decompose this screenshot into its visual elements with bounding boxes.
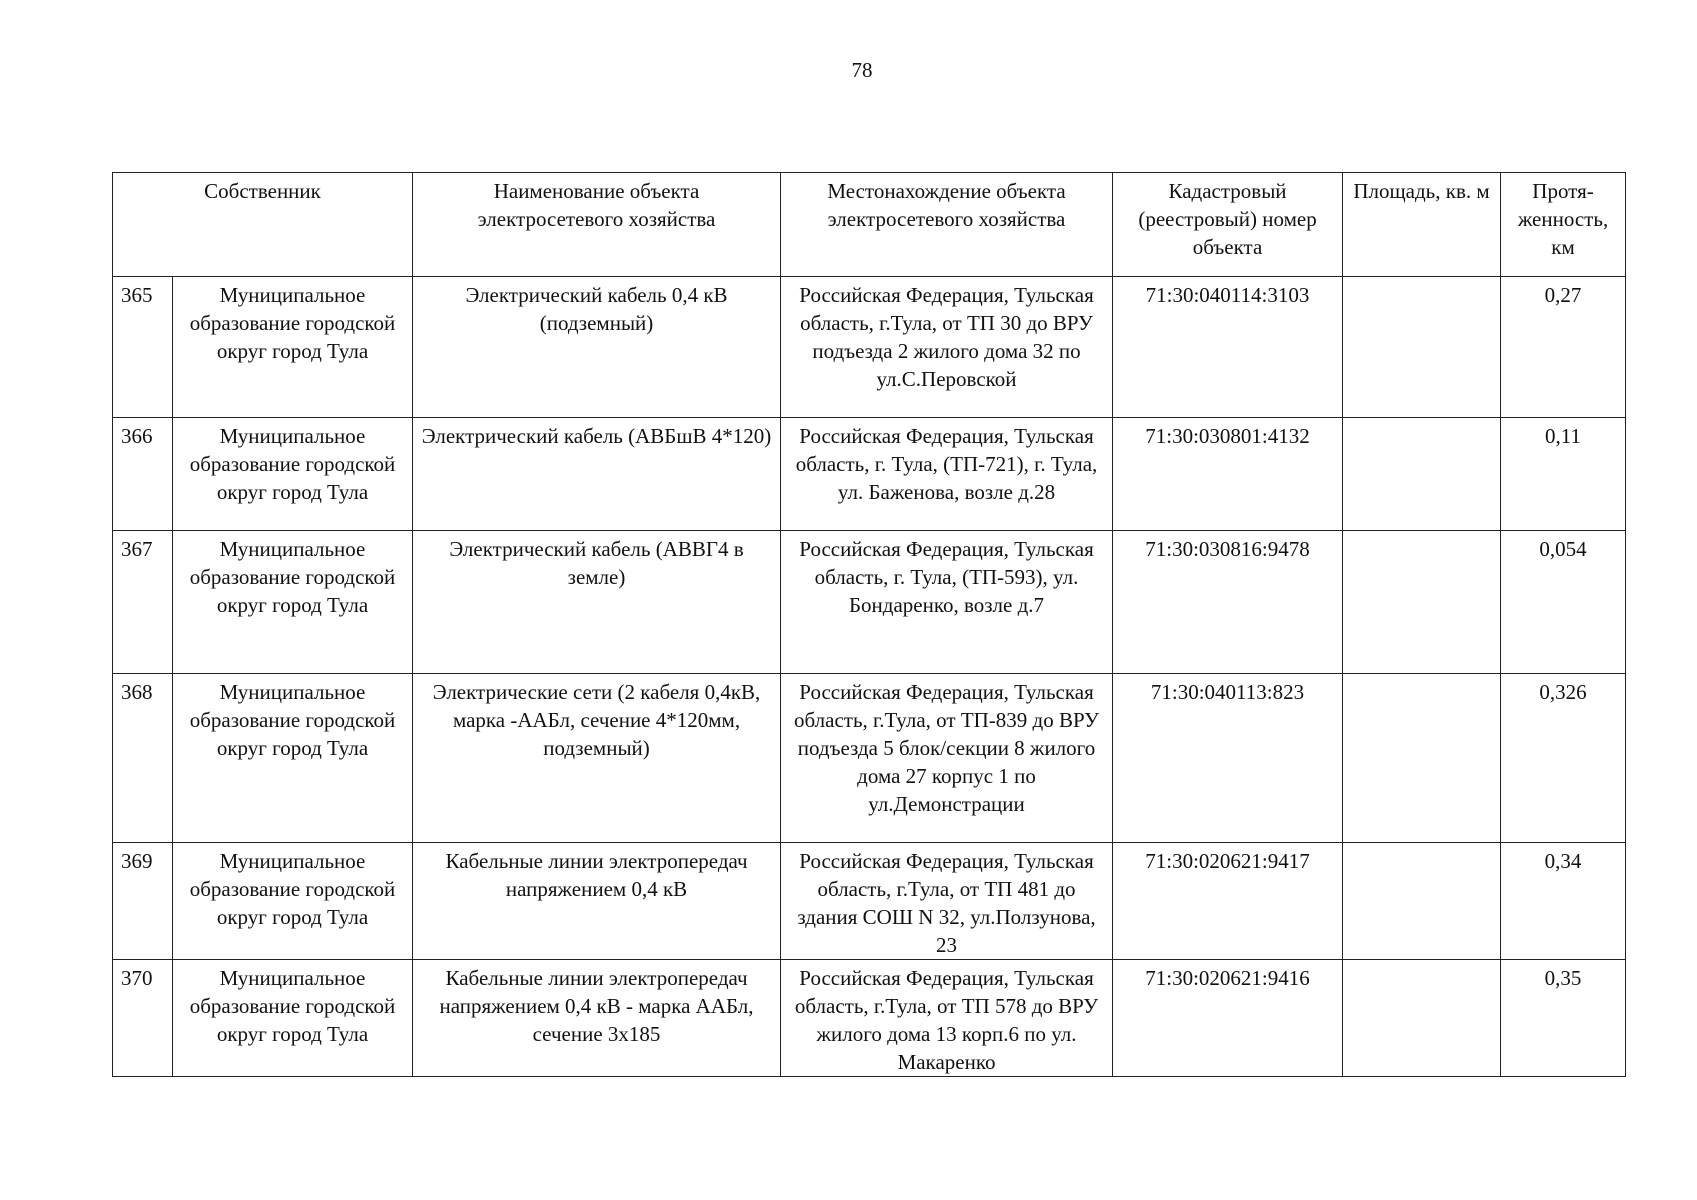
row-number: 370: [113, 960, 173, 1077]
owner-cell: Муниципальное образование городской округ город Тула: [173, 960, 413, 1077]
page-number: 78: [851, 58, 873, 82]
cadastral-cell: 71:30:020621:9416: [1113, 960, 1343, 1077]
cadastral-cell: 71:30:040114:3103: [1113, 277, 1343, 418]
area-cell: [1343, 960, 1501, 1077]
header-name: Наименование объекта электросетевого хозяйства: [413, 173, 781, 277]
name-cell: Электрические сети (2 кабеля 0,4кВ, марка -ААБл, сечение 4*120мм, подземный): [413, 674, 781, 843]
row-number: 368: [113, 674, 173, 843]
table-row: [113, 674, 1626, 843]
header-row: [113, 173, 1626, 277]
location-cell: Российская Федерация, Тульская область, г. Тула, (ТП-721), г. Тула, ул. Баженова, возле д.28: [781, 418, 1113, 531]
location-cell: Российская Федерация, Тульская область, г. Тула, (ТП-593), ул. Бондаренко, возле д.7: [781, 531, 1113, 674]
length-cell: 0,054: [1501, 531, 1626, 674]
area-cell: [1343, 531, 1501, 674]
area-cell: [1343, 674, 1501, 843]
location-cell: Российская Федерация, Тульская область, г.Тула, от ТП 30 до ВРУ подъезда 2 жилого дома 32 по ул.С.Перовской: [781, 277, 1113, 418]
name-cell: Электрический кабель (АВВГ4 в земле): [413, 531, 781, 674]
name-cell: Кабельные линии электропередач напряжением 0,4 кВ - марка ААБл, сечение 3х185: [413, 960, 781, 1077]
table-row: [113, 418, 1626, 531]
row-number: 366: [113, 418, 173, 531]
table-row: [113, 960, 1626, 1077]
area-cell: [1343, 843, 1501, 960]
location-cell: Российская Федерация, Тульская область, г.Тула, от ТП 481 до здания СОШ N 32, ул.Ползунова, 23: [781, 843, 1113, 960]
row-number: 365: [113, 277, 173, 418]
header-length: Протя-женность, км: [1501, 173, 1626, 277]
table-row: [113, 277, 1626, 418]
header-cadastral: Кадастровый (реестровый) номер объекта: [1113, 173, 1343, 277]
owner-cell: Муниципальное образование городской округ город Тула: [173, 674, 413, 843]
owner-cell: Муниципальное образование городской округ город Тула: [173, 531, 413, 674]
location-cell: Российская Федерация, Тульская область, г.Тула, от ТП 578 до ВРУ жилого дома 13 корп.6 по ул. Макаренко: [781, 960, 1113, 1077]
header-location: Местонахождение объекта электросетевого хозяйства: [781, 173, 1113, 277]
owner-cell: Муниципальное образование городской округ город Тула: [173, 843, 413, 960]
name-cell: Электрический кабель 0,4 кВ (подземный): [413, 277, 781, 418]
length-cell: 0,11: [1501, 418, 1626, 531]
cadastral-cell: 71:30:030816:9478: [1113, 531, 1343, 674]
area-cell: [1343, 418, 1501, 531]
owner-cell: Муниципальное образование городской округ город Тула: [173, 277, 413, 418]
row-number: 367: [113, 531, 173, 674]
header-owner: Собственник: [113, 173, 413, 277]
table-row: [113, 843, 1626, 960]
cadastral-cell: 71:30:020621:9417: [1113, 843, 1343, 960]
cadastral-cell: 71:30:030801:4132: [1113, 418, 1343, 531]
table-row: [113, 531, 1626, 674]
name-cell: Кабельные линии электропередач напряжением 0,4 кВ: [413, 843, 781, 960]
row-number: 369: [113, 843, 173, 960]
length-cell: 0,35: [1501, 960, 1626, 1077]
length-cell: 0,326: [1501, 674, 1626, 843]
owner-cell: Муниципальное образование городской округ город Тула: [173, 418, 413, 531]
length-cell: 0,34: [1501, 843, 1626, 960]
name-cell: Электрический кабель (АВБшВ 4*120): [413, 418, 781, 531]
registry-table: [112, 172, 1626, 1077]
length-cell: 0,27: [1501, 277, 1626, 418]
location-cell: Российская Федерация, Тульская область, г.Тула, от ТП-839 до ВРУ подъезда 5 блок/секции 8 жилого дома 27 корпус 1 по ул.Демонстрации: [781, 674, 1113, 843]
header-area: Площадь, кв. м: [1343, 173, 1501, 277]
area-cell: [1343, 277, 1501, 418]
cadastral-cell: 71:30:040113:823: [1113, 674, 1343, 843]
